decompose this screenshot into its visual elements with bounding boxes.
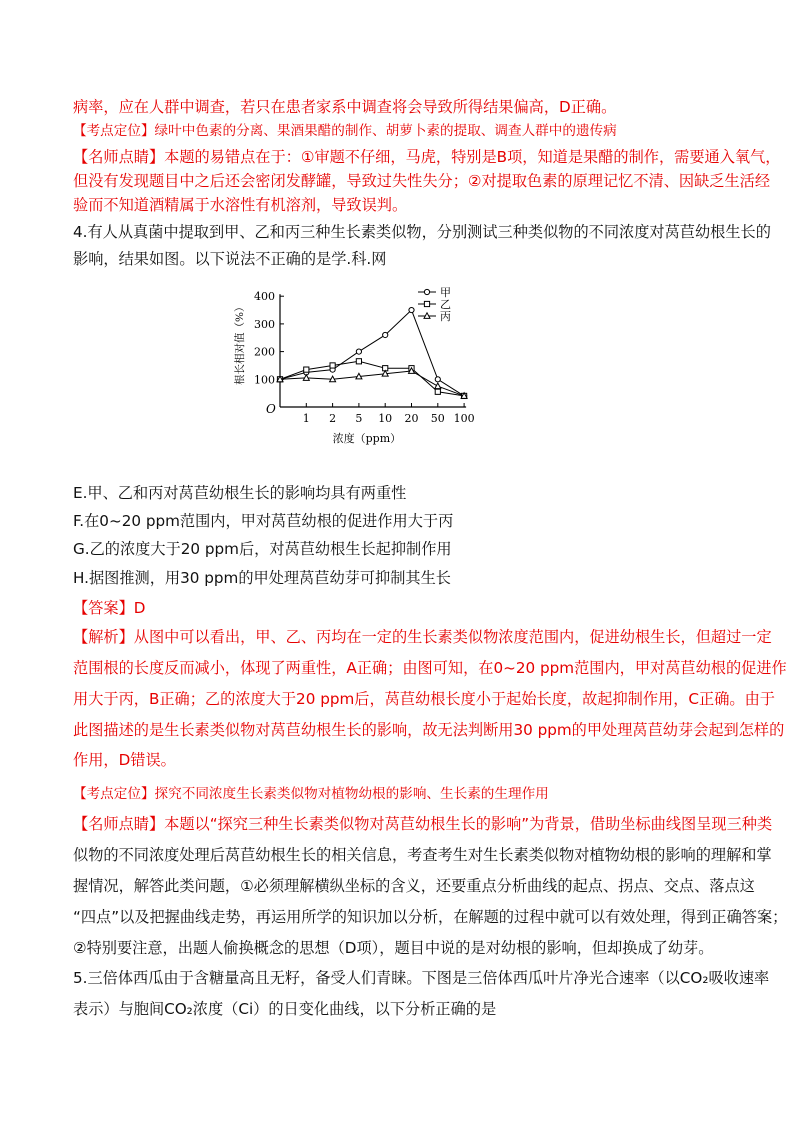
question-5-stem: 5.三倍体西瓜由于含糖量高且无籽，备受人们青睐。下图是三倍体西瓜叶片净光合速率（以CO₂吸收速率: [73, 969, 770, 987]
data-point: [435, 383, 441, 389]
data-point: [330, 363, 335, 368]
text-line: 但没有发现题目中之后还会密闭发酵罐，导致过失性失分；②对提取色素的原理记忆不清、因缺乏生活经: [73, 172, 771, 190]
legend-marker: [424, 289, 429, 294]
question-5-stem: 表示）与胞间CO₂浓度（Ci）的日变化曲线，以下分析正确的是: [73, 1000, 497, 1018]
text-line: 【考点定位】绿叶中色素的分离、果酒果醋的制作、胡萝卜素的提取、调查人群中的遗传病: [73, 123, 617, 139]
y-tick-label: 300: [254, 317, 275, 331]
option-e: E.甲、乙和丙对莴苣幼根生长的影响均具有两重性: [73, 484, 407, 502]
legend-label: 甲: [440, 286, 451, 299]
question-stem: 影响，结果如图。以下说法不正确的是学.科.网: [73, 250, 387, 268]
question-stem: 4.有人从真菌中提取到甲、乙和丙三种生长素类似物，分别测试三种类似物的不同浓度对莴苣幼根生长的: [73, 223, 771, 241]
legend-label: 丙: [440, 310, 451, 323]
x-tick-label: 10: [378, 412, 393, 425]
x-tick-label: 100: [453, 412, 475, 425]
analysis-line: 作用，D错误。: [73, 751, 176, 769]
analysis-line: 此图描述的是生长素类似物对莴苣幼根生长的影响，故无法判断用30 ppm的甲处理莴苣幼芽会起到怎样的: [73, 721, 785, 739]
analysis-line: 范围根的长度反而减小，体现了两重性，A正确；由图可知，在0~20 ppm范围内，甲对莴苣幼根的促进作: [73, 659, 787, 677]
test-point: 【考点定位】探究不同浓度生长素类似物对植物幼根的影响、生长素的生理作用: [73, 786, 549, 802]
x-tick-label: 5: [355, 412, 363, 425]
data-point: [303, 375, 309, 381]
teacher-note: 【名师点睛】本题以“探究三种生长素类似物对莴苣幼根生长的影响”为背景，借助坐标曲线图呈现三种类: [73, 815, 773, 833]
y-axis-label: 根长相对值（%）: [234, 301, 246, 386]
growth-chart: [230, 280, 480, 450]
teacher-note-line: 似物的不同浓度处理后莴苣幼根生长的相关信息，考查考生对生长素类似物对植物幼根的影响的理解和掌: [73, 846, 772, 864]
series-line-甲: [280, 310, 464, 396]
chart-layer: [233, 286, 475, 445]
text-line: 【名师点睛】本题的易错点在于：①审题不仔细，马虎，特别是B项，知道是果醋的制作，需要通入氧气，: [73, 148, 781, 166]
data-point: [356, 359, 361, 364]
option-f: F.在0~20 ppm范围内，甲对莴苣幼根的促进作用大于丙: [73, 512, 454, 530]
y-tick-label: 200: [254, 345, 275, 359]
text-line: 验而不知道酒精属于水溶性有机溶剂，导致误判。: [73, 196, 408, 214]
option-h: H.据图推测，用30 ppm的甲处理莴苣幼芽可抑制其生长: [73, 569, 451, 587]
x-tick-label: 20: [404, 412, 419, 425]
data-point: [383, 332, 388, 337]
analysis-line: 用大于丙，B正确；乙的浓度大于20 ppm后，莴苣幼根长度小于起始长度，故起抑制作用，C正确。由于: [73, 690, 775, 708]
x-tick-label: 1: [302, 412, 310, 425]
analysis-line: 【解析】从图中可以看出，甲、乙、丙均在一定的生长素类似物浓度范围内，促进幼根生长，但超过一定: [73, 628, 772, 646]
teacher-note-line: “四点”以及把握曲线走势，再运用所学的知识加以分析，在解题的过程中就可以有效处理，得到正确答案；: [73, 908, 788, 926]
legend-marker: [424, 301, 429, 306]
data-point: [435, 377, 440, 382]
data-point: [304, 367, 309, 372]
y-tick-label: 400: [254, 290, 275, 304]
data-point: [356, 349, 361, 354]
x-tick-label: 50: [430, 412, 445, 425]
answer-label: 【答案】D: [73, 599, 146, 617]
x-tick-label: 2: [329, 412, 337, 425]
x-axis-label: 浓度（ppm）: [332, 432, 402, 445]
y-tick-label: 100: [254, 373, 275, 387]
teacher-note-line: 握情况，解答此类问题，①必须理解横纵坐标的含义，还要重点分析曲线的起点、拐点、交点、落点这: [73, 877, 755, 895]
legend-label: 乙: [440, 298, 451, 311]
teacher-note-line: ②特别要注意，出题人偷换概念的思想（D项），题目中说的是对幼根的影响，但却换成了幼芽。: [73, 939, 714, 957]
option-g: G.乙的浓度大于20 ppm后，对莴苣幼根生长起抑制作用: [73, 540, 452, 558]
data-point: [409, 307, 414, 312]
origin-label: O: [266, 402, 276, 416]
text-line: 病率，应在人群中调查，若只在患者家系中调查将会导致所得结果偏高，D正确。: [73, 98, 617, 116]
data-point: [435, 389, 440, 394]
